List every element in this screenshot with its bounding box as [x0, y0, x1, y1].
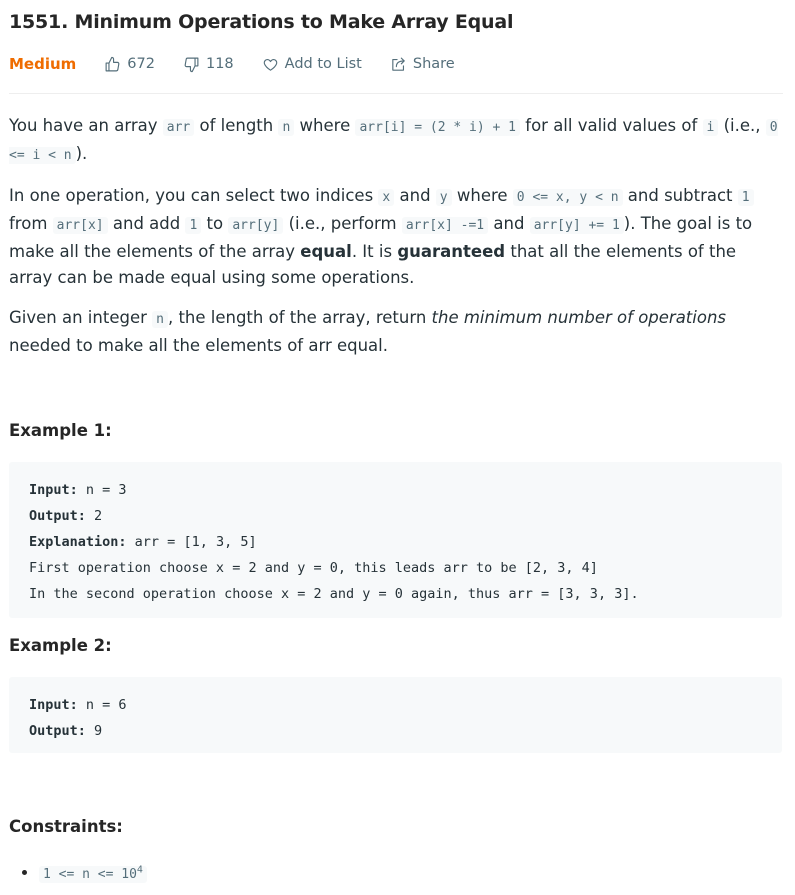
- constraints-title: Constraints:: [9, 817, 123, 836]
- text: that all the elements of the array can be made equal using some operations.: [9, 242, 737, 287]
- constraint-text: 1 <= n <= 10: [43, 867, 137, 883]
- share-label: Share: [412, 56, 455, 72]
- text: (i.e.,: [718, 116, 766, 135]
- heart-icon: [262, 56, 279, 73]
- text: . It is: [351, 242, 398, 261]
- output-value: 9: [85, 723, 103, 739]
- input-value: n = 6: [77, 697, 127, 713]
- text: ).: [75, 144, 88, 163]
- input-value: n = 3: [77, 482, 127, 498]
- inline-code: 0 <= x, y < n: [513, 189, 623, 206]
- input-label: Input:: [29, 482, 78, 498]
- inline-code: n: [152, 311, 168, 328]
- output-label: Output:: [29, 508, 86, 524]
- like-button[interactable]: [104, 56, 155, 73]
- constraint-code: [39, 866, 147, 883]
- text: and add: [107, 214, 186, 233]
- inline-code: i: [703, 119, 719, 136]
- text: In one operation, you can select two indices: [9, 186, 379, 205]
- difficulty-badge: Medium: [9, 55, 77, 73]
- bold-text: guaranteed: [397, 242, 506, 261]
- description-paragraph-1: [9, 113, 783, 169]
- text: , the length of the array, return: [167, 308, 432, 327]
- text: (i.e., perform: [283, 214, 402, 233]
- text: ). The goal is to make all the elements of the array: [9, 214, 753, 261]
- inline-code: arr[y]: [228, 217, 283, 234]
- explanation-label: Explanation:: [29, 534, 127, 550]
- thumbs-up-icon: [104, 56, 121, 73]
- share-icon: [390, 56, 407, 73]
- text: and: [488, 214, 530, 233]
- inline-code: n: [278, 119, 294, 136]
- output-label: Output:: [29, 723, 86, 739]
- text: to: [201, 214, 229, 233]
- inline-code: arr[y] += 1: [530, 217, 624, 234]
- inline-code: 1: [185, 217, 201, 234]
- example-1-block: [9, 462, 782, 618]
- example-2-block: [9, 677, 782, 753]
- inline-code: y: [436, 189, 452, 206]
- constraint-exponent: 4: [136, 865, 143, 876]
- text: from: [9, 214, 53, 233]
- inline-code: 1: [738, 189, 754, 206]
- share-button[interactable]: [390, 56, 455, 73]
- dislike-button[interactable]: [183, 56, 234, 73]
- text: and: [394, 186, 436, 205]
- example-1-title: Example 1:: [9, 421, 112, 440]
- input-label: Input:: [29, 697, 78, 713]
- text: needed to make all the elements of arr equal.: [9, 336, 388, 355]
- text: You have an array: [9, 116, 163, 135]
- text: where: [294, 116, 356, 135]
- description-paragraph-2: [9, 183, 783, 291]
- add-to-list-button[interactable]: [262, 56, 362, 73]
- text: of length: [194, 116, 279, 135]
- text: where: [451, 186, 513, 205]
- explanation-line: In the second operation choose x = 2 and y = 0 again, thus arr = [3, 3, 3].: [29, 586, 639, 602]
- add-to-list-label: Add to List: [284, 56, 362, 72]
- inline-code: arr[x]: [53, 217, 108, 234]
- problem-meta-bar: [9, 52, 783, 76]
- inline-code: 0 <= i < n: [9, 120, 778, 163]
- dislikes-count: 118: [205, 56, 234, 72]
- inline-code: arr[i] = (2 * i) + 1: [355, 119, 520, 136]
- text: for all valid values of: [520, 116, 703, 135]
- text: and subtract: [622, 186, 738, 205]
- italic-text: the minimum number of operations: [431, 308, 727, 327]
- inline-code: arr: [163, 119, 194, 136]
- problem-title: 1551. Minimum Operations to Make Array Equal: [9, 11, 514, 33]
- example-2-title: Example 2:: [9, 636, 112, 655]
- text: Given an integer: [9, 308, 153, 327]
- likes-count: 672: [127, 56, 155, 72]
- description-paragraph-3: [9, 305, 783, 359]
- inline-code: x: [378, 189, 394, 206]
- header-divider: [9, 93, 783, 94]
- thumbs-down-icon: [183, 56, 200, 73]
- inline-code: arr[x] -=1: [402, 217, 488, 234]
- explanation-value: arr = [1, 3, 5]: [126, 534, 257, 550]
- output-value: 2: [85, 508, 103, 524]
- bold-text: equal: [300, 242, 352, 261]
- constraint-item: [39, 858, 147, 888]
- constraints-list: [9, 858, 147, 888]
- explanation-line: First operation choose x = 2 and y = 0, this leads arr to be [2, 3, 4]: [29, 560, 598, 576]
